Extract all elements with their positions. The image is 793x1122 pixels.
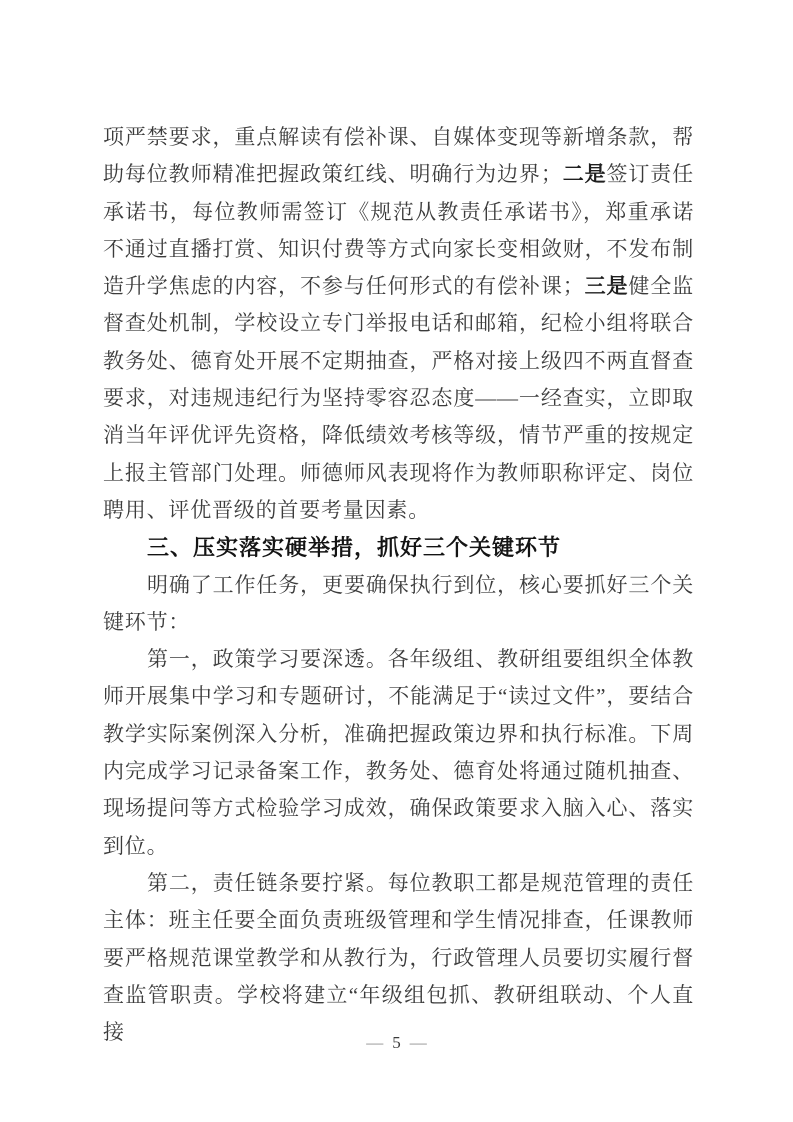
paragraph-text: 健全监督查处机制，学校设立专门举报电话和邮箱，纪检小组将联合教务处、德育处开展不定期抽查，严格对接上级四不两直督查要求，对违规违纪行为坚持零容忍态度——一经查实，立即取消当年评优评先资格，降低绩效考核等级，情节严重的按规定上报主管部门处理。师德师风表现将作为教师职称评定、岗位聘用、评优晋级的首要考量因素。 (103, 274, 694, 522)
document-body (103, 119, 694, 1051)
body-paragraph-continuation (103, 119, 694, 529)
inline-emphasis-third-item: 三是 (584, 275, 629, 299)
page-number-dash-left: — (366, 1033, 384, 1052)
body-paragraph-second-point: 第二，责任链条要拧紧。每位教职工都是规范管理的责任主体：班主任要全面负责班级管理和学生情况排查，任课教师要严格规范课堂教学和从教行为，行政管理人员要切实履行督查监管职责。学校将建立“年级组包抓、教研组联动、个人直接 (103, 870, 694, 1045)
section-heading: 三、压实落实硬举措，抓好三个关键环节 (147, 535, 562, 561)
paragraph-text: 项严禁要求，重点解读有偿补课、自媒体变现等新增条款，帮助每位教师精准把握政策红线、明确行为边界； (103, 125, 694, 187)
body-paragraph-first-point: 第一，政策学习要深透。各年级组、教研组要组织全体教师开展集中学习和专题研讨，不能满足于“读过文件”，要结合教学实际案例深入分析，准确把握政策边界和执行标准。下周内完成学习记录备案工作，教务处、德育处将通过随机抽查、现场提问等方式检验学习成效，确保政策要求入脑入心、落实到位。 (103, 647, 694, 858)
page-number (0, 1031, 793, 1055)
inline-emphasis-second-item: 二是 (562, 163, 607, 187)
paragraph-text: 签订责任承诺书，每位教师需签订《规范从教责任承诺书》，郑重承诺不通过直播打赏、知识付费等方式向家长变相敛财，不发布制造升学焦虑的内容，不参与任何形式的有偿补课； (103, 162, 694, 299)
page-number-dash-right: — (409, 1033, 427, 1052)
page-number-value: 5 (392, 1033, 401, 1052)
body-paragraph-intro: 明确了工作任务，更要确保执行到位，核心要抓好三个关键环节： (103, 572, 694, 634)
